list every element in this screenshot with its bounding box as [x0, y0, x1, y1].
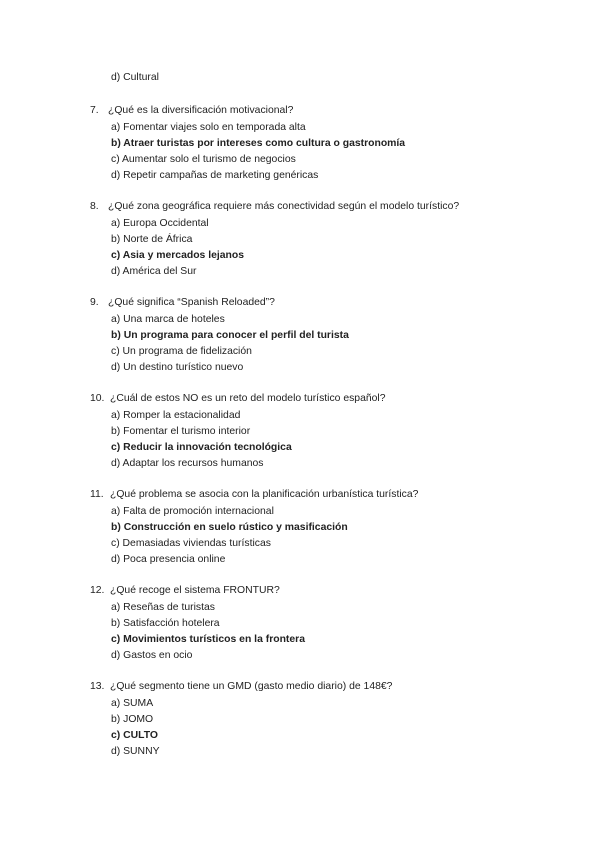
- question-12-option-c-correct: c) Movimientos turísticos en la frontera: [111, 634, 305, 645]
- question-8-option-d: d) América del Sur: [111, 266, 197, 277]
- question-9-option-a: a) Una marca de hoteles: [111, 314, 225, 325]
- question-12-text: 12. ¿Qué recoge el sistema FRONTUR?: [90, 585, 280, 596]
- question-8-text: 8. ¿Qué zona geográfica requiere más conectividad según el modelo turístico?: [90, 201, 460, 212]
- question-10-option-b: b) Fomentar el turismo interior: [111, 426, 251, 437]
- question-13-text: 13. ¿Qué segmento tiene un GMD (gasto medio diario) de 148€?: [90, 681, 393, 692]
- question-10-option-a: a) Romper la estacionalidad: [111, 410, 241, 421]
- question-11-option-a: a) Falta de promoción internacional: [111, 506, 274, 517]
- question-10-option-c-correct: c) Reducir la innovación tecnológica: [111, 442, 292, 453]
- question-9-option-d: d) Un destino turístico nuevo: [111, 362, 244, 373]
- question-7-option-a: a) Fomentar viajes solo en temporada alta: [111, 122, 306, 133]
- question-13-option-d: d) SUNNY: [111, 746, 160, 757]
- question-8-option-a: a) Europa Occidental: [111, 218, 209, 229]
- question-11-option-c: c) Demasiadas viviendas turísticas: [111, 538, 271, 549]
- question-9-text: 9. ¿Qué significa “Spanish Reloaded”?: [90, 297, 275, 308]
- question-8-option-c-correct: c) Asia y mercados lejanos: [111, 250, 245, 261]
- question-9-option-c: c) Un programa de fidelización: [111, 346, 252, 357]
- question-9-option-b-correct: b) Un programa para conocer el perfil del turista: [111, 330, 349, 341]
- question-11-option-d: d) Poca presencia online: [111, 554, 226, 565]
- question-10-text: 10. ¿Cuál de estos NO es un reto del modelo turístico español?: [90, 393, 386, 404]
- question-7-option-c: c) Aumentar solo el turismo de negocios: [111, 154, 296, 165]
- question-12-option-d: d) Gastos en ocio: [111, 650, 193, 661]
- question-7-option-d: d) Repetir campañas de marketing genéricas: [111, 170, 319, 181]
- question-7-text: 7. ¿Qué es la diversificación motivacional?: [90, 105, 294, 116]
- question-10-option-d: d) Adaptar los recursos humanos: [111, 458, 264, 469]
- question-13-option-a: a) SUMA: [111, 698, 154, 709]
- question-12-option-a: a) Reseñas de turistas: [111, 602, 215, 613]
- question-11-option-b-correct: b) Construcción en suelo rústico y masificación: [111, 522, 348, 533]
- question-8-option-b: b) Norte de África: [111, 234, 193, 245]
- question-11-text: 11. ¿Qué problema se asocia con la planificación urbanística turística?: [90, 489, 419, 500]
- question-13-option-b: b) JOMO: [111, 714, 154, 725]
- option-d: d) Cultural: [111, 72, 159, 83]
- question-13-option-c-correct: c) CULTO: [111, 730, 158, 741]
- question-7-option-b-correct: b) Atraer turistas por intereses como cultura o gastronomía: [111, 138, 406, 149]
- question-12-option-b: b) Satisfacción hotelera: [111, 618, 220, 629]
